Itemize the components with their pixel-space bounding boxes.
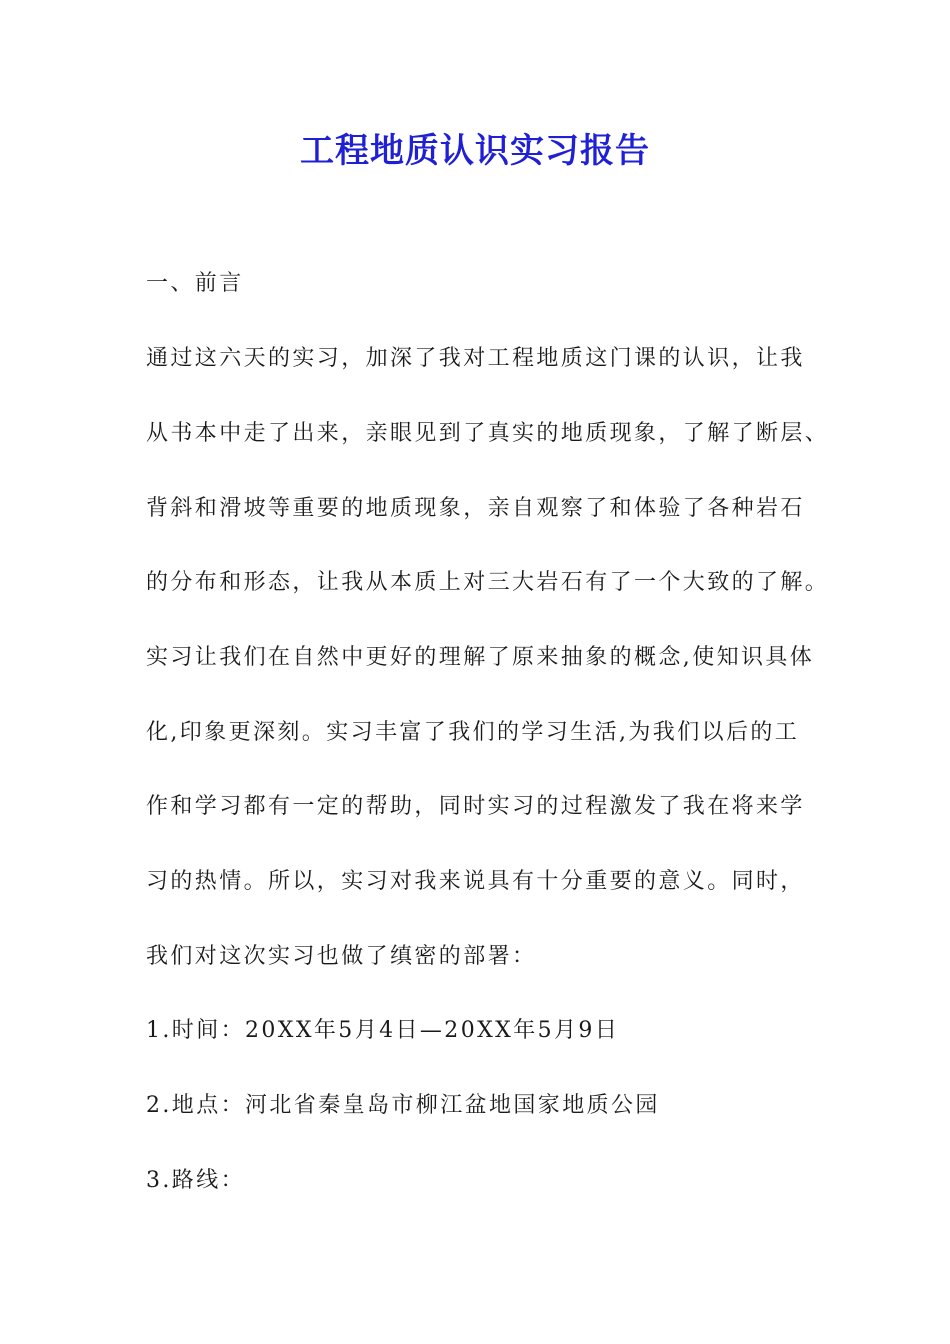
section-heading-preface: 一、前言 (146, 271, 244, 296)
paragraph-line: 背斜和滑坡等重要的地质现象，亲自观察了和体验了各种岩石 (146, 496, 805, 521)
paragraph-line: 的分布和形态，让我从本质上对三大岩石有了一个大致的了解。 (146, 570, 830, 595)
paragraph-line: 我们对这次实习也做了缜密的部署： (146, 944, 537, 969)
paragraph-line: 习的热情。所以，实习对我来说具有十分重要的意义。同时， (146, 869, 805, 894)
list-item-time: 1.时间：20XX年5月4日—20XX年5月9日 (146, 1018, 620, 1043)
paragraph-line: 实习让我们在自然中更好的理解了原来抽象的概念,使知识具体 (146, 645, 815, 670)
list-item-location: 2.地点：河北省秦皇岛市柳江盆地国家地质公园 (146, 1093, 660, 1118)
paragraph-line: 作和学习都有一定的帮助，同时实习的过程激发了我在将来学 (146, 794, 805, 819)
paragraph-line: 从书本中走了出来，亲眼见到了真实的地质现象，了解了断层、 (146, 421, 830, 446)
document-title: 工程地质认识实习报告 (300, 131, 650, 171)
paragraph-line: 通过这六天的实习，加深了我对工程地质这门课的认识，让我 (146, 346, 805, 371)
paragraph-line: 化,印象更深刻。实习丰富了我们的学习生活,为我们以后的工 (146, 720, 800, 745)
list-item-route: 3.路线： (146, 1168, 245, 1193)
